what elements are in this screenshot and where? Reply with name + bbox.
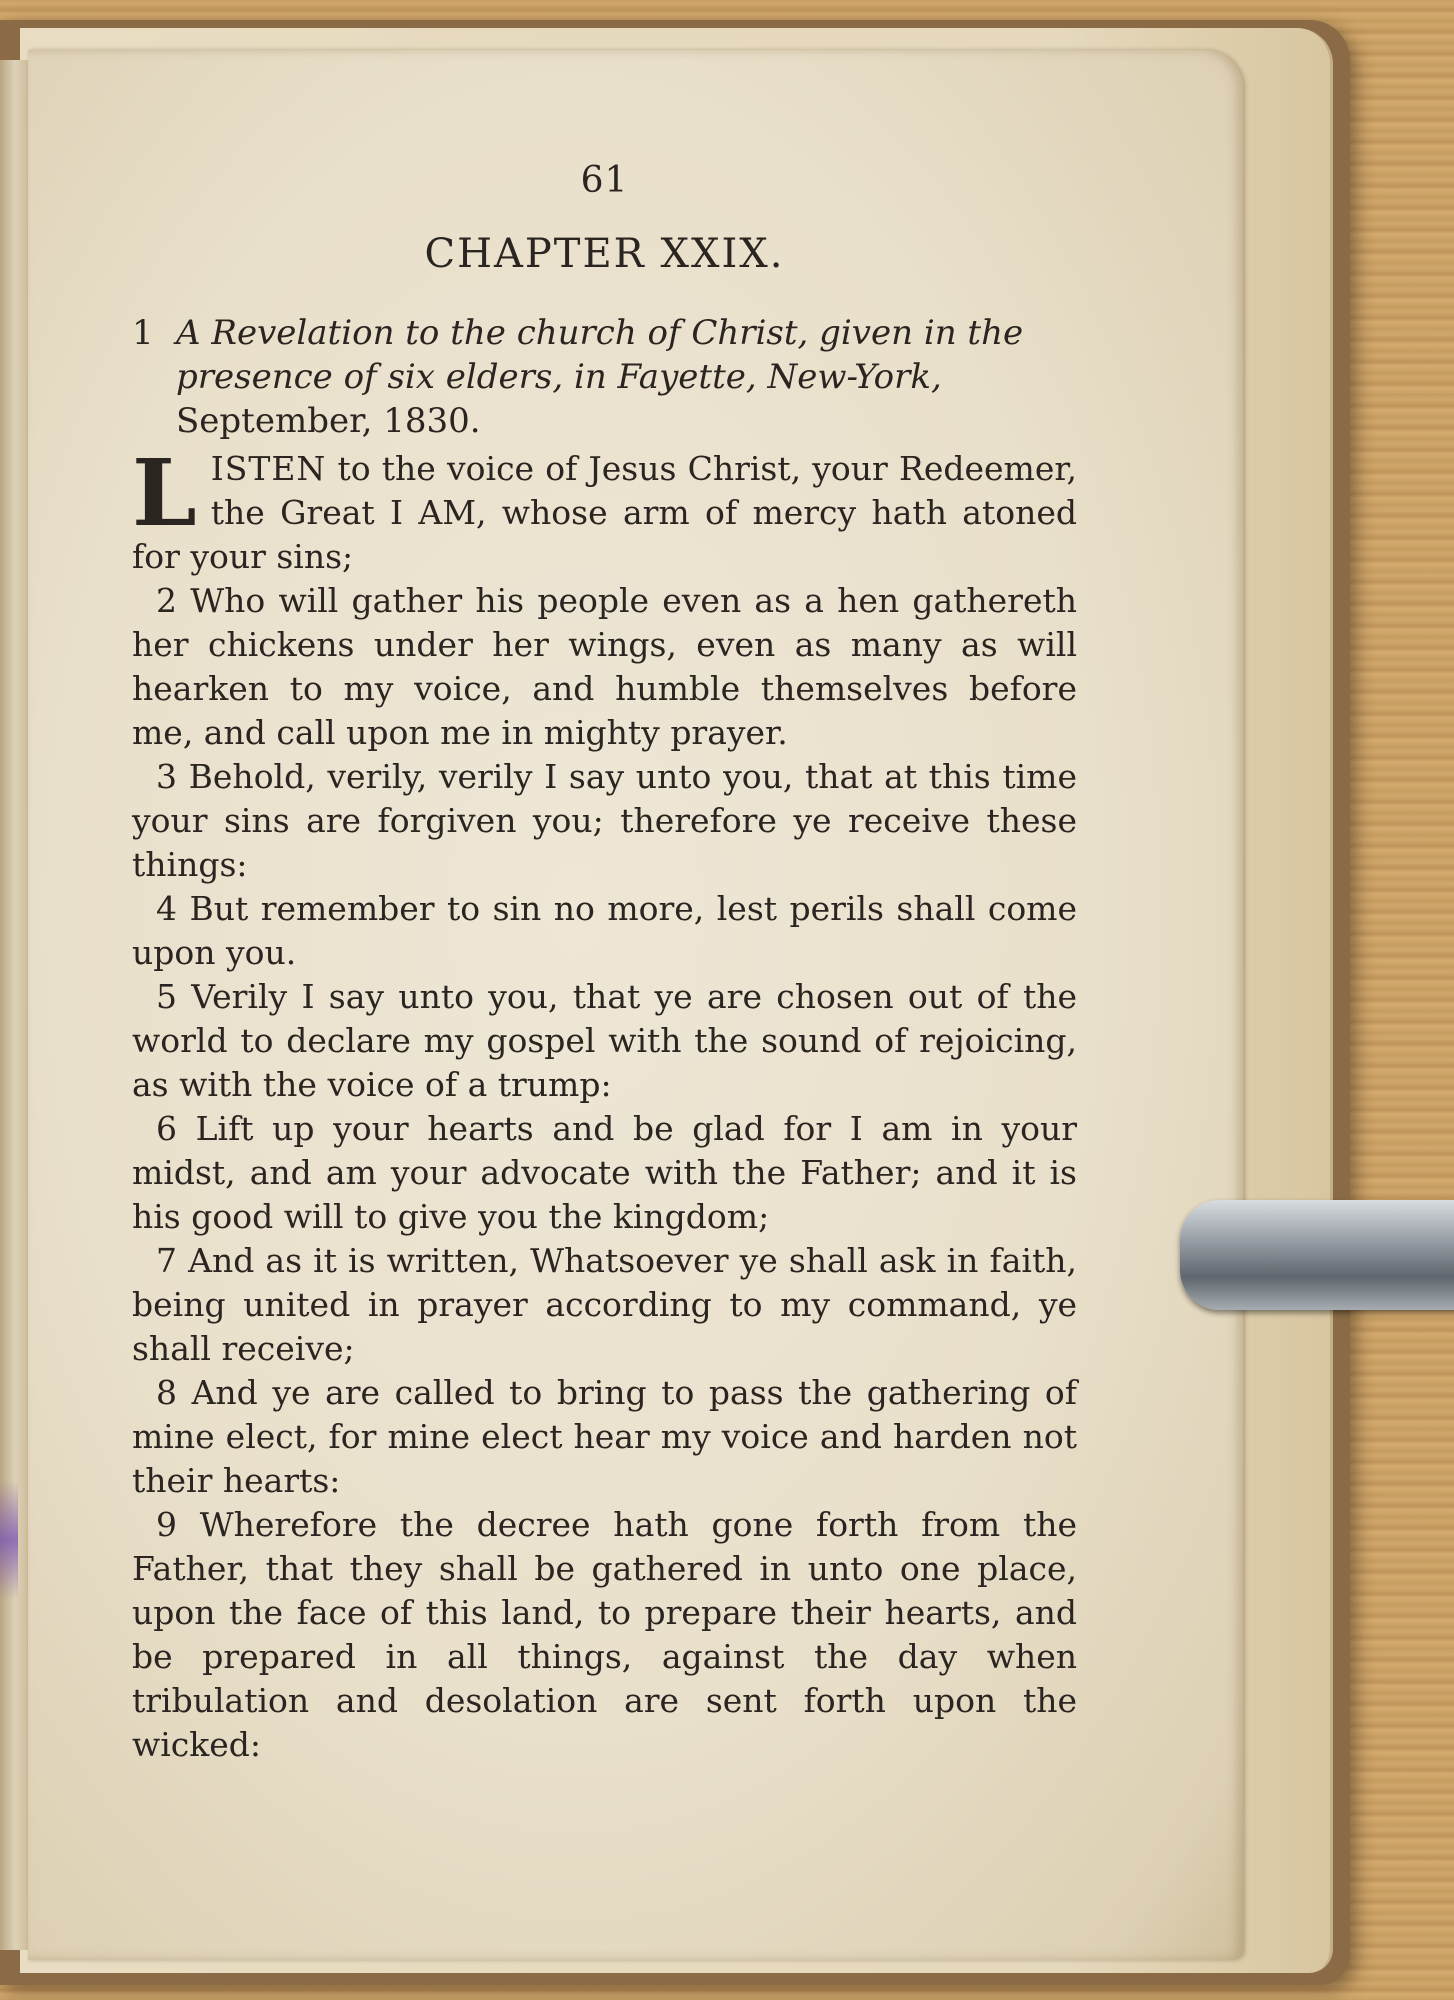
verse-1-text: to the voice of Jesus Christ, your Redeemer, the Great I AM, whose arm of mercy hath atoned for your sins;: [132, 449, 1077, 576]
verse: [132, 975, 1077, 1107]
verse-text: Who will gather his people even as a hen gathereth her chickens under her wings, even as many as will hearken to my voice, and humble themselves before me, and call upon me in mighty prayer.: [132, 581, 1077, 752]
verse: [132, 1371, 1077, 1503]
verse: [132, 887, 1077, 975]
verse-text: And as it is written, Whatsoever ye shall ask in faith, being united in prayer according to my command, ye shall receive;: [132, 1241, 1077, 1368]
heading-date: September, 1830.: [176, 401, 481, 441]
verse-text: Wherefore the decree hath gone forth from the Father, that they shall be gathered in unto one place, upon the face of this land, to prepare their hearts, and be prepared in all things, against the day when tribulation and desolation are sent forth upon the wicked:: [132, 1505, 1077, 1764]
library-stamp: [0, 1480, 18, 1600]
heading-number: 1: [132, 313, 154, 353]
verse: [132, 1239, 1077, 1371]
chapter-title: CHAPTER XXIX.: [424, 231, 785, 277]
verse-number: 8: [156, 1373, 177, 1412]
verse-text: Behold, verily, verily I say unto you, that at this time your sins are forgiven you; therefore ye receive these things:: [132, 757, 1077, 884]
verse-number: 6: [156, 1109, 177, 1148]
verse-number: 9: [156, 1505, 177, 1544]
drop-cap: L: [132, 439, 197, 547]
page-number: 61: [580, 160, 629, 201]
verse-1: [132, 439, 1077, 579]
verse-number: 7: [156, 1241, 177, 1280]
verse-number: 5: [156, 977, 177, 1016]
first-word: ISTEN: [210, 449, 327, 488]
verse-text: But remember to sin no more, lest perils shall come upon you.: [132, 889, 1078, 972]
verse: [132, 1503, 1077, 1767]
verse: [132, 1107, 1077, 1239]
metal-page-clip: [1180, 1200, 1454, 1310]
verse: [132, 579, 1077, 755]
facing-page-edge: [0, 60, 30, 1950]
verse: [132, 755, 1077, 887]
verse-number: 3: [156, 757, 177, 796]
revelation-heading: [132, 311, 1077, 443]
heading-text: A Revelation to the church of Christ, given in the presence of six elders, in Fayette, New-York,: [176, 313, 1024, 397]
verse-number: 2: [156, 581, 177, 620]
verse-text: Lift up your hearts and be glad for I am in your midst, and am your advocate with the Father; and it is his good will to give you the kingdom;: [132, 1109, 1077, 1236]
verse-text: Verily I say unto you, that ye are chosen out of the world to declare my gospel with the sound of rejoicing, as with the voice of a trump:: [132, 977, 1077, 1104]
page-text: [132, 160, 1077, 1767]
verse-number: 4: [156, 889, 177, 928]
verse-text: And ye are called to bring to pass the gathering of mine elect, for mine elect hear my voice and harden not their hearts:: [132, 1373, 1077, 1500]
